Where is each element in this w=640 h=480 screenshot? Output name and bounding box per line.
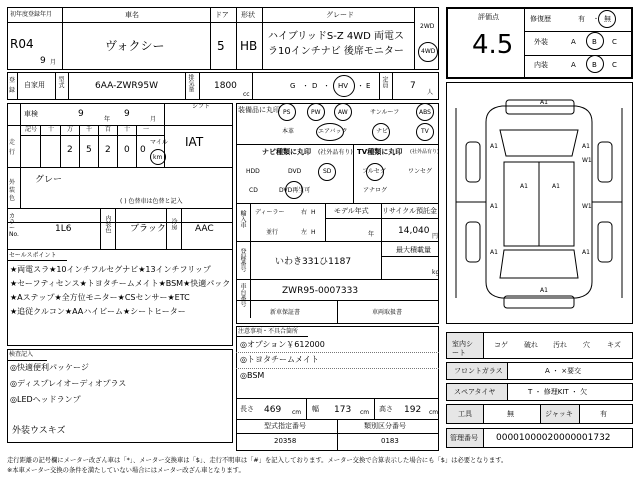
ac-value: AAC <box>195 224 214 234</box>
sales-line-2: ★セーフティセンス★トヨタチームメイト★BSM★快適パック <box>10 279 231 288</box>
diagram-mark-9: A1 <box>490 249 498 256</box>
name-label: 車名 <box>125 11 139 19</box>
chassis-label: 車台番号 <box>239 283 246 307</box>
recycle-label: リサイクル預託金 <box>382 207 438 215</box>
odo-digit-1: 0 <box>140 145 146 155</box>
inspection-month-unit: 月 <box>150 116 157 123</box>
import-label: 輸入車 <box>239 210 246 228</box>
length-label: 長さ <box>240 405 254 413</box>
import-hand-r: H <box>311 209 316 216</box>
color-note: ( ) 色替車は色替と記入 <box>120 198 183 205</box>
equip-navi: ナビ <box>376 128 389 135</box>
max-load-label: 最大積載量 <box>396 246 431 254</box>
nav-dvd: DVD <box>288 168 302 175</box>
footnote-2: ※本車メーター交換の条件を満たしていない場合にはメーター改ざん車となります。 <box>7 467 245 474</box>
model-year-label: モデル年式 <box>334 207 369 215</box>
jack-label: ジャッキ <box>545 410 573 418</box>
odo-label-10k: 十 <box>48 126 55 133</box>
equip-airbag: エアバック <box>318 128 348 135</box>
diagram-mark-8: W1 <box>582 203 592 210</box>
jack-value: 有 <box>600 410 607 418</box>
seat-stain: 汚れ <box>553 341 567 349</box>
capacity-label: 定員 <box>381 76 388 88</box>
diagram-mark-7: W1 <box>582 157 592 164</box>
diagram-mark-4: A1 <box>520 183 528 190</box>
diagram-mark-3: A1 <box>582 143 590 150</box>
grade-line-2: ラ10インチナビ 後席モニター <box>268 46 404 57</box>
odo-label-1: 一 <box>143 126 150 133</box>
equip-tv: TV <box>421 128 429 135</box>
tv-oneseg: ワンセグ <box>408 168 433 175</box>
nav-cd: CD <box>249 187 258 194</box>
diagram-mark-11: A1 <box>540 287 548 294</box>
tv-fullseg: フルセグ <box>362 168 386 175</box>
shift-value: IAT <box>185 135 204 149</box>
import-right: 右 <box>301 209 308 216</box>
diagram-mark-5: A1 <box>552 183 560 190</box>
displacement-label: 排気量 <box>187 74 194 92</box>
inspector-footer: 外装ウスキズ <box>12 426 66 436</box>
height-unit: cm <box>429 409 439 416</box>
door-label: ドア <box>215 11 229 19</box>
footnote-1: 走行距離の記号欄にメーター改ざん車は「*」、メーター交換車は「$」、走行不明車は「#」を記入しております。メーター交換で合算表示した場合にも「$」は必要となります。 <box>7 457 508 464</box>
reg-year: R04 <box>10 37 34 51</box>
notes-line-2: ◎トヨタチームメイト <box>240 355 319 364</box>
fuel-hv: HV <box>338 82 349 90</box>
inspector-label: 検査記入 <box>9 351 34 358</box>
equip-abs: ABS <box>419 109 431 116</box>
chassis-number: ZWR95-0007333 <box>282 286 359 296</box>
type-label: 型式指定番号 <box>264 422 306 430</box>
seat-tear: 破れ <box>524 341 538 349</box>
drive-2wd: 2WD <box>420 23 435 30</box>
reg-number-label: 登録番号 <box>239 248 246 272</box>
reg-year-label: 初年度登録年月 <box>10 11 53 18</box>
nav-dvd-play: DVD再生可 <box>279 187 311 194</box>
notes-line-1: ◎オプション￥612000 <box>240 340 325 349</box>
inspector-line-1: ◎快適便利パッケージ <box>10 363 89 372</box>
diagram-mark-1: A1 <box>540 99 548 106</box>
tools-value: 無 <box>507 410 514 418</box>
reg-number: いわき331ひ1187 <box>275 257 352 267</box>
reg-month: 9 <box>40 56 46 66</box>
diagram-mark-10: A1 <box>582 249 590 256</box>
seat-burn: コゲ <box>494 341 508 349</box>
equip-ps: PS <box>283 109 291 116</box>
grade-label: グレード <box>326 11 354 19</box>
import-hand-l: H <box>311 229 316 236</box>
diagram-mark-2: A1 <box>490 143 498 150</box>
tv-type-label: TV種類に丸印 <box>357 148 403 156</box>
inspector-line-3: ◎LEDヘッドランプ <box>10 395 81 404</box>
sales-line-3: ★Aステップ★全方位モニター★CSセンサー★ETC <box>10 293 190 302</box>
fuel-d: D <box>312 82 318 90</box>
shift-label: シフト <box>192 103 211 110</box>
fuel-e: E <box>366 82 371 90</box>
nav-hdd: HDD <box>246 168 260 175</box>
sales-line-4: ★追従クルコン★AAハイビーム★シートヒーター <box>10 307 186 316</box>
spare-value: T ・ 修理KIT ・ 欠 <box>528 388 588 396</box>
seat-label: 室内シート <box>452 340 473 357</box>
sales-line-1: ★両電スラ★10インチフルセグナビ★13インチフリップ <box>10 265 211 274</box>
odo-label-100: 百 <box>105 126 112 133</box>
nav-type-note: (社外品有り) <box>318 149 353 156</box>
capacity-unit: 人 <box>427 89 434 96</box>
recycle-value: 14,040 <box>398 226 430 236</box>
inspector-line-2: ◎ディスプレイオーディオプラス <box>10 379 127 388</box>
height-value: 192 <box>404 405 422 415</box>
interior-a: A <box>571 61 576 69</box>
fuel-g: G <box>290 82 296 90</box>
diagram-mark-6: A1 <box>490 203 498 210</box>
import-dealer: ディーラー <box>255 209 285 216</box>
grade-line-1: ハイブリッドS-Z 4WD 両電ス <box>268 31 405 42</box>
nav-type-label: ナビ種類に丸印 <box>262 148 311 156</box>
odo-label-10: 十 <box>124 126 131 133</box>
repair-yes: 有 <box>578 15 585 23</box>
odo-digit-1k: 5 <box>86 145 92 155</box>
odo-label-sign: 記号 <box>25 126 38 133</box>
odo-digit-10k: 2 <box>67 145 73 155</box>
recycle-unit: 円 <box>432 233 439 240</box>
width-unit: cm <box>360 409 370 416</box>
import-parallel: 並行 <box>266 229 279 236</box>
inspection-year: 9 <box>78 109 84 119</box>
nav-sd: SD <box>323 168 332 175</box>
repair-no: 無 <box>604 15 611 23</box>
odo-unit-mile: マイル <box>150 139 168 146</box>
max-load-unit: kg <box>432 269 440 276</box>
drive-4wd: 4WD <box>421 48 436 55</box>
exterior-a: A <box>571 38 576 46</box>
odo-digit-10: 0 <box>124 145 130 155</box>
exterior-b: B <box>592 38 597 46</box>
class-number: 0183 <box>381 437 399 445</box>
inspection-year-unit: 年 <box>104 116 111 123</box>
interior-color-label: 内装色 <box>104 215 111 233</box>
width-label: 幅 <box>312 405 319 413</box>
length-unit: cm <box>292 409 302 416</box>
inspection-month: 9 <box>124 109 130 119</box>
height-label: 高さ <box>379 405 393 413</box>
sales-point-label: セールスポイント <box>9 252 57 259</box>
score-label: 評価点 <box>478 13 499 21</box>
seat-hole: 穴 <box>583 341 590 349</box>
tools-label: 工具 <box>458 410 472 418</box>
odo-label-1k: 千 <box>86 126 93 133</box>
color-code: 1L6 <box>55 224 72 234</box>
color-value: グレー <box>35 175 63 185</box>
management-label: 管理番号 <box>450 434 478 442</box>
capacity-value: 7 <box>410 81 416 91</box>
cc-unit: cc <box>243 91 250 98</box>
equip-aw: AW <box>338 109 348 116</box>
reg-month-unit: 月 <box>50 59 57 66</box>
type-number: 20358 <box>274 437 297 445</box>
equipment-label: 装備品に丸印 <box>238 106 280 114</box>
warranty-book: 新車保証書 <box>270 309 301 316</box>
seat-scratch: キズ <box>607 341 621 349</box>
model-value: 6AA-ZWR95W <box>95 81 159 91</box>
inspection-label: 車検 <box>24 110 38 118</box>
interior-color: ブラック <box>130 224 166 234</box>
model-year-unit: 年 <box>368 231 375 238</box>
displacement-value: 1800 <box>214 81 237 91</box>
odo-label-man: 万 <box>67 126 74 133</box>
shape-label: 形状 <box>241 11 255 19</box>
color-code-label: カラー No. <box>9 213 19 238</box>
tv-analog: アナログ <box>363 187 388 194</box>
car-name: ヴォクシー <box>105 39 165 53</box>
class-label: 類別区分番号 <box>364 422 406 430</box>
equip-sunroof: サンルーフ <box>370 109 400 116</box>
notes-line-3: ◎BSM <box>240 371 265 380</box>
interior-c: C <box>612 61 617 69</box>
glass-value: A ・ ×要交 <box>545 367 582 375</box>
import-left: 左 <box>301 229 308 236</box>
exterior-c: C <box>612 38 617 46</box>
notes-label: 注意事項・不具合箇所 <box>238 328 299 335</box>
interior-b: B <box>592 61 597 69</box>
odo-digit-100: 2 <box>105 145 111 155</box>
equip-leather: 本革 <box>282 128 295 135</box>
model-label: 型式 <box>57 76 64 88</box>
interior-label: 内装 <box>534 61 548 69</box>
odo-unit-km: km <box>153 154 163 161</box>
equip-pw: PW <box>311 109 321 116</box>
use-label: 自家用 <box>24 81 45 89</box>
owner-manual: 車両取扱書 <box>372 309 403 316</box>
repair-label: 修復歴 <box>530 15 551 23</box>
length-value: 469 <box>264 405 282 415</box>
glass-label: フロントガラス <box>454 367 503 375</box>
door-count: 5 <box>217 39 225 53</box>
management-number: 00001000020000001732 <box>496 433 611 443</box>
width-value: 173 <box>334 405 352 415</box>
score-value: 4.5 <box>472 30 514 60</box>
car-diagram <box>446 82 633 324</box>
ac-label: 冷房 <box>170 218 177 230</box>
exterior-label: 外装 <box>534 38 548 46</box>
shape-value: HB <box>240 39 258 53</box>
spare-label: スペアタイヤ <box>454 388 496 396</box>
tv-type-note: (社外品有り) <box>410 149 439 155</box>
